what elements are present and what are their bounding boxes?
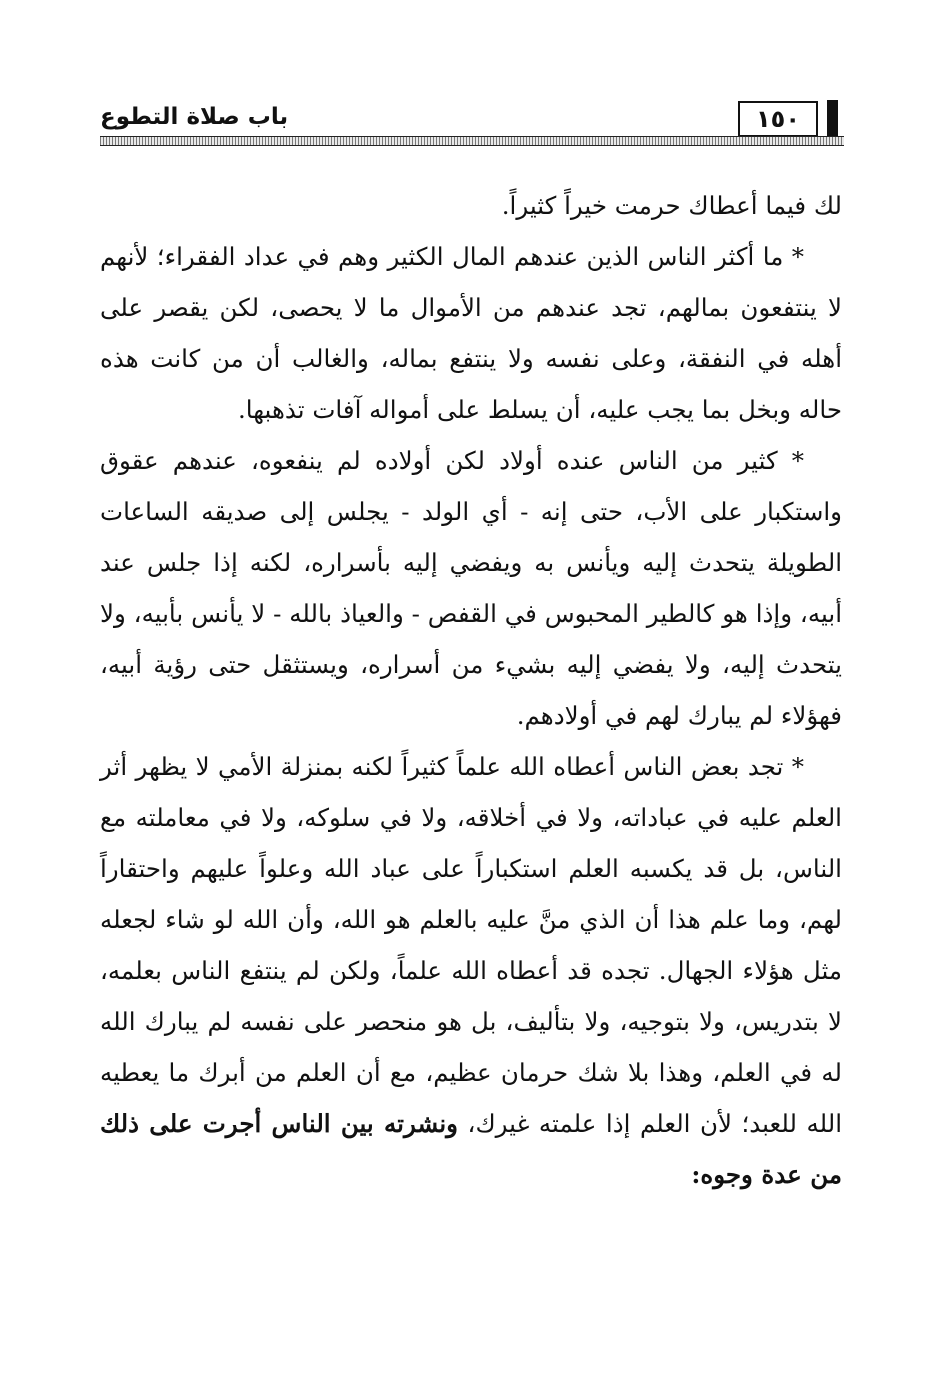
paragraph-knowledge-emphasis: ونشرته بين الناس أجرت على ذلك من عدة وجوه:	[100, 1109, 842, 1189]
running-header	[100, 100, 844, 146]
header-ornament-bar	[827, 100, 838, 140]
paragraph-wealth: * ما أكثر الناس الذين عندهم المال الكثير وهم في عداد الفقراء؛ لأنهم لا ينتفعون بمالهم، تجد عندهم من الأموال ما لا يحصى، لكن يقصر على أهله في النفقة، وعلى نفسه ولا ينتفع بماله، والغالب أن من كانت هذه حاله وبخل بما يجب عليه، أن يسلط على أمواله آفات تذهبها.	[100, 242, 842, 424]
paragraph-knowledge-text: * تجد بعض الناس أعطاه الله علماً كثيراً لكنه بمنزلة الأمي لا يظهر أثر العلم عليه في عباداته، ولا في أخلاقه، ولا في سلوكه، ولا في معاملته مع الناس، بل قد يكسبه العلم استكباراً على عباد الله وعلواً عليهم واحتقاراً لهم، وما علم هذا أن الذي منَّ عليه بالعلم هو الله، وأن الله لو شاء لجعله مثل هؤلاء الجهال. تجده قد أعطاه الله علماً، ولكن لم ينتفع الناس بعلمه، لا بتدريس، ولا بتوجيه، ولا بتأليف، بل هو منحصر على نفسه لم يبارك الله له في العلم، وهذا بلا شك حرمان عظيم، مع أن العلم من أبرك ما يعطيه الله للعبد؛ لأن العلم إذا علمته غيرك،	[100, 752, 843, 1138]
body-text	[100, 180, 842, 1200]
chapter-title: باب صلاة التطوع	[100, 104, 289, 130]
paragraph-continuation: لك فيما أعطاك حرمت خيراً كثيراً.	[501, 191, 842, 220]
paragraph-children: * كثير من الناس عنده أولاد لكن أولاده لم ينفعوه، عندهم عقوق واستكبار على الأب، حتى إنه - أي الولد - يجلس إلى صديقه الساعات الطويلة يتحدث إليه ويأنس به ويفضي إليه بأسراره، لكنه إذا جلس عند أبيه، وإذا هو كالطير المحبوس في القفص - والعياذ بالله - لا يأنس بأبيه، ولا يتحدث إليه، ولا يفضي إليه بشيء من أسراره، ويستثقل حتى رؤية أبيه، فهؤلاء لم يبارك لهم في أولادهم.	[100, 446, 842, 730]
header-rule	[100, 136, 844, 146]
paragraph-knowledge	[100, 741, 842, 1200]
page-number: ١٥٠	[738, 101, 818, 137]
